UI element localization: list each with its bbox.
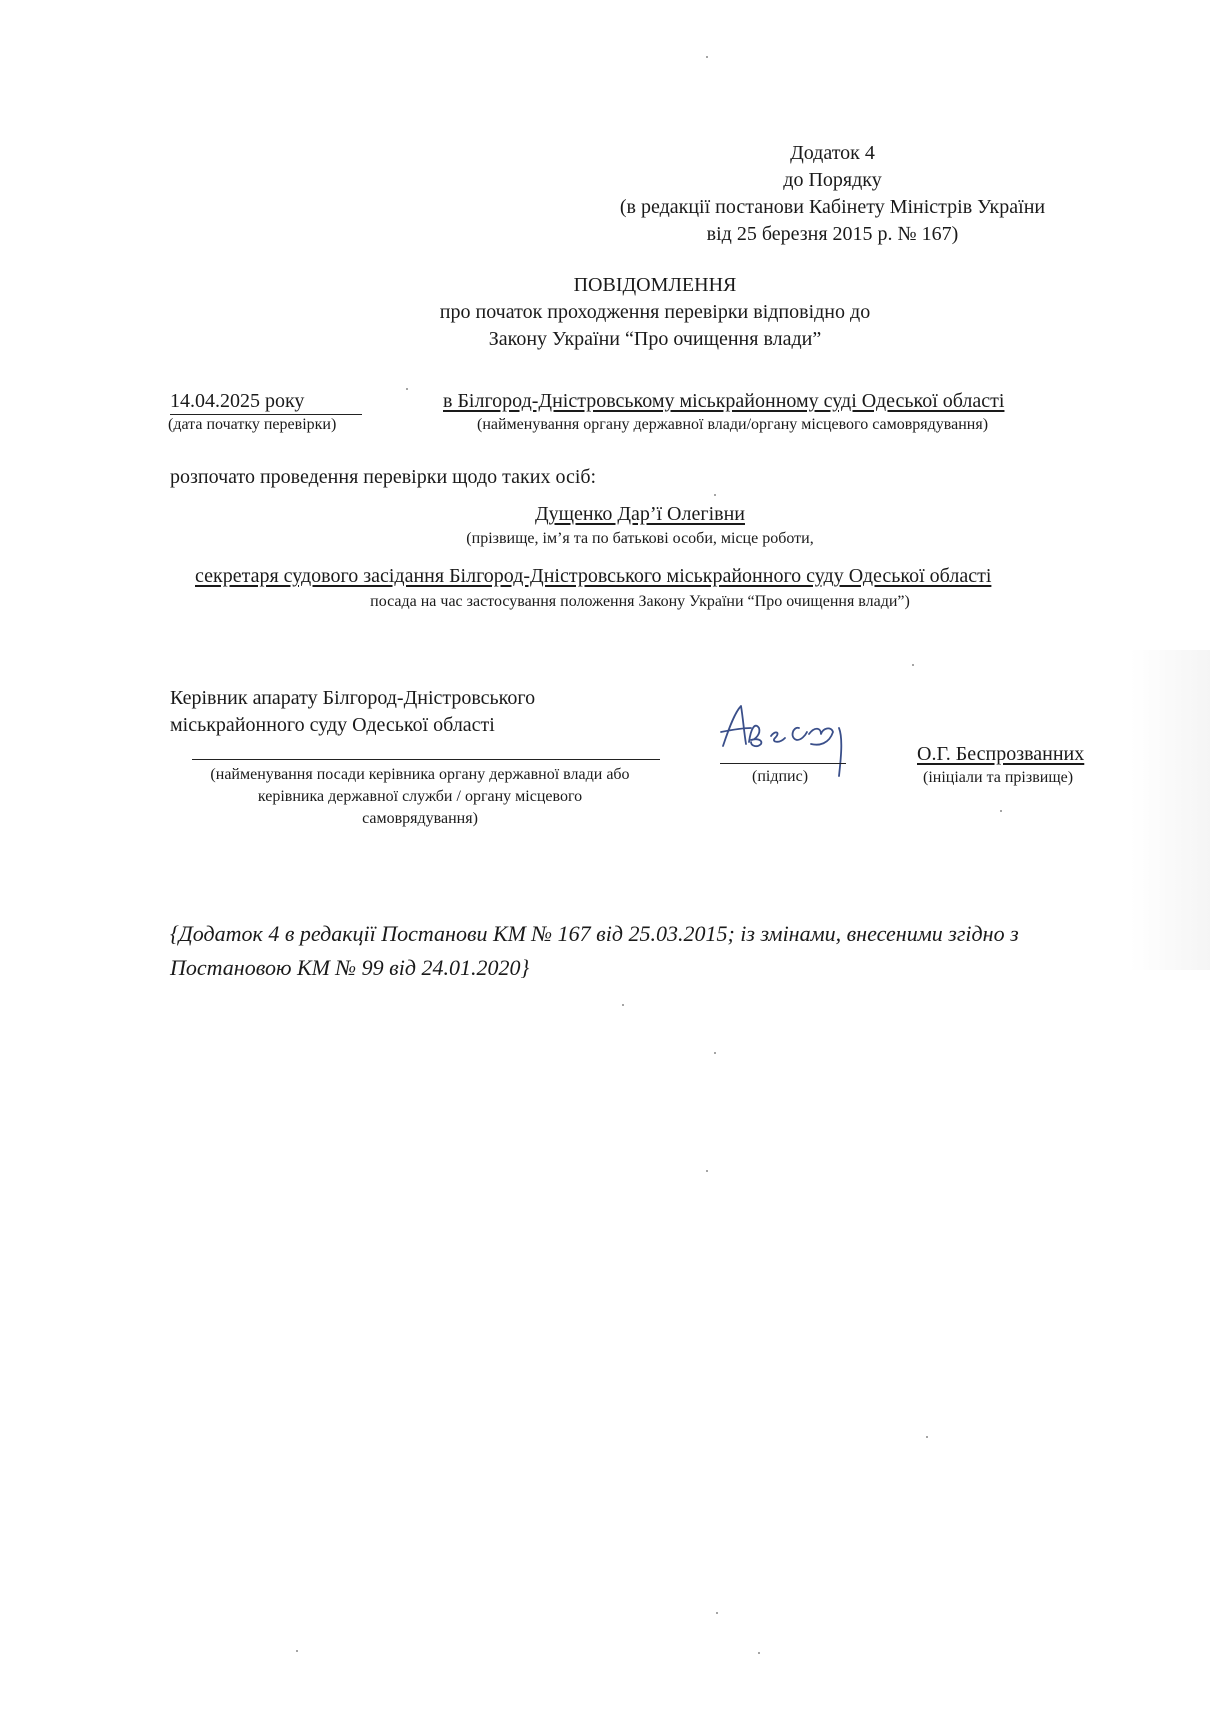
head-caption-2: керівника державної служби / органу місцевого bbox=[257, 788, 583, 805]
appendix-date: від 25 березня 2015 р. № 167) bbox=[706, 223, 959, 245]
scan-speck bbox=[758, 1652, 760, 1654]
scan-speck bbox=[926, 1436, 928, 1438]
document-subtitle-1: про початок проходження перевірки відповідно до bbox=[439, 301, 871, 323]
head-title-line-1: Керівник апарату Білгород-Дністровського bbox=[170, 687, 536, 709]
scan-speck bbox=[714, 1052, 716, 1054]
scan-speck bbox=[716, 1612, 718, 1614]
position-caption: посада на час застосування положення Закону України “Про очищення влади”) bbox=[370, 593, 910, 610]
check-started-text: розпочато проведення перевірки щодо таких осіб: bbox=[170, 466, 597, 488]
date-caption: (дата початку перевірки) bbox=[168, 416, 337, 433]
scan-speck bbox=[296, 1650, 298, 1652]
head-caption-1: (найменування посади керівника органу державної влади або bbox=[210, 766, 630, 783]
signature-underline bbox=[720, 763, 846, 764]
head-title-underline bbox=[192, 759, 660, 760]
organ-name: в Білгород-Дністровському міськрайонному суді Одеської області bbox=[443, 390, 1005, 412]
amendment-footnote: {Додаток 4 в редакції Постанови КМ № 167 від 25.03.2015; із змінами, внесеними згідно з Постановою КМ № 99 від 24.01.2020} bbox=[170, 921, 1019, 980]
scan-speck bbox=[406, 388, 408, 390]
appendix-edition: (в редакції постанови Кабінету Міністрів України bbox=[619, 196, 1046, 218]
person-position: секретаря судового засідання Білгород-Дністровського міськрайонного суду Одеської області bbox=[195, 565, 992, 587]
head-caption-3: самоврядування) bbox=[362, 810, 478, 827]
signer-name-caption: (ініціали та прізвище) bbox=[923, 769, 1074, 786]
signature-caption: (підпис) bbox=[752, 768, 809, 785]
scan-speck bbox=[912, 664, 914, 666]
scan-speck bbox=[706, 1170, 708, 1172]
signer-name: О.Г. Беспрозванних bbox=[917, 743, 1085, 765]
person-name: Дущенко Дар’ї Олегівни bbox=[535, 503, 745, 525]
document-title: ПОВІДОМЛЕННЯ bbox=[573, 274, 737, 296]
date-underline bbox=[170, 414, 362, 415]
check-date: 14.04.2025 року bbox=[170, 390, 305, 412]
person-caption: (прізвище, ім’я та по батькові особи, місце роботи, bbox=[466, 530, 814, 547]
scan-speck bbox=[706, 56, 708, 58]
appendix-number: Додаток 4 bbox=[790, 142, 875, 164]
scan-speck bbox=[714, 494, 716, 496]
document-subtitle-2: Закону України “Про очищення влади” bbox=[488, 328, 822, 350]
appendix-order: до Порядку bbox=[783, 169, 882, 191]
organ-caption: (найменування органу державної влади/органу місцевого самоврядування) bbox=[477, 416, 989, 433]
scan-speck bbox=[622, 1004, 624, 1006]
head-title-line-2: міськрайонного суду Одеської області bbox=[170, 714, 495, 736]
scan-speck bbox=[1000, 810, 1002, 812]
